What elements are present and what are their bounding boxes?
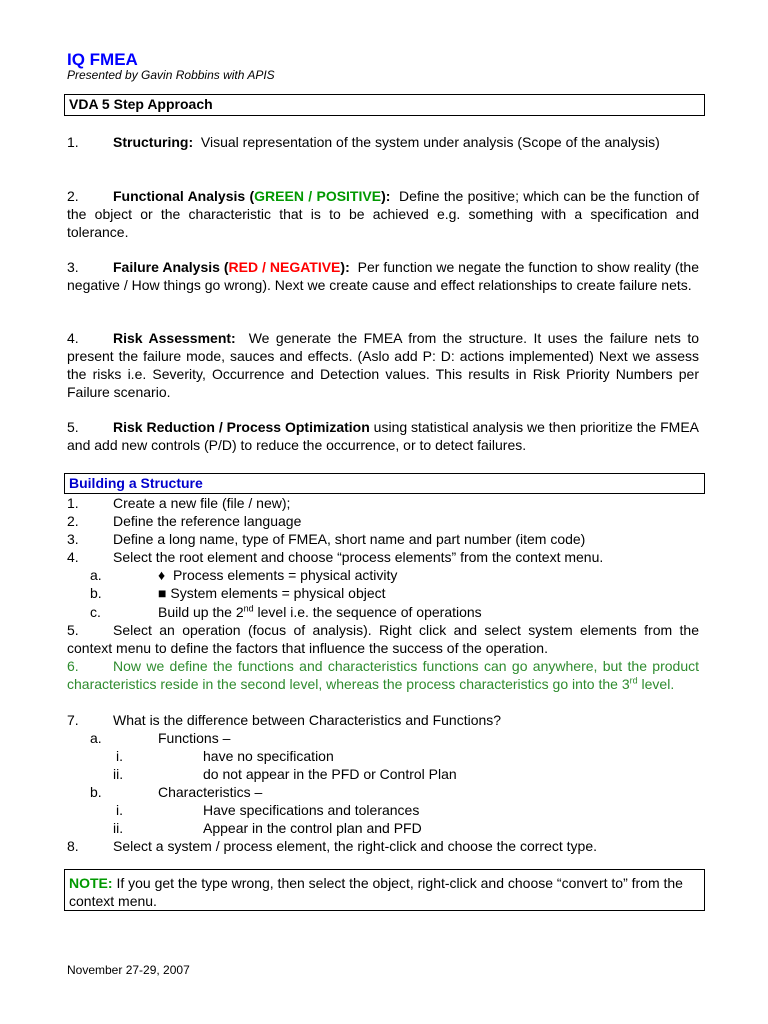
list-item-highlight: 6. Now we define the functions and characteristics functions can go anywhere, but the product characteristics reside in the second level, whereas the process characteristics go into the 3rd level. <box>67 658 699 692</box>
list-item: 5. Select an operation (focus of analysis). Right click and select system elements from the context menu to define the factors that influence the success of the operation. <box>67 622 699 656</box>
step-3: 3. Failure Analysis (RED / NEGATIVE): Per function we negate the function to show reality (the negative / How things go wrong). Next we create cause and effect relationships to create failure nets. <box>67 259 699 293</box>
list-subsubitem: i. have no specification <box>116 748 334 764</box>
list-subitem: b. ■ System elements = physical object <box>90 585 386 601</box>
note-box <box>64 869 705 911</box>
list-subitem: a. Functions – <box>90 730 231 746</box>
step-1: 1. Structuring: Visual representation of the system under analysis (Scope of the analysis) <box>67 134 660 150</box>
step-4: 4. Risk Assessment: We generate the FMEA from the structure. It uses the failure nets to present the failure mode, sauces and effects. (Aslo add P: D: actions implemented) Next we assess the risks i.e. Severity, Occurrence and Detection values. This results in Risk Priority Numbers per Failure scenario. <box>67 330 700 400</box>
list-item: 7. What is the difference between Characteristics and Functions? <box>67 712 502 728</box>
diamond-icon: ♦ <box>158 567 166 583</box>
green-positive-label: GREEN / POSITIVE <box>254 188 382 204</box>
list-item: 1. Create a new file (file / new); <box>67 495 291 511</box>
list-subsubitem: ii. Appear in the control plan and PFD <box>113 820 422 836</box>
list-subitem: b. Characteristics – <box>90 784 263 800</box>
page-title: IQ FMEA <box>67 50 138 69</box>
step-label: Structuring: <box>113 134 194 150</box>
red-negative-label: RED / NEGATIVE <box>228 259 341 275</box>
list-item: 4. Select the root element and choose “process elements” from the context menu. <box>67 549 604 565</box>
list-item: 3. Define a long name, type of FMEA, short name and part number (item code) <box>67 531 586 547</box>
list-subsubitem: ii. do not appear in the PFD or Control Plan <box>113 766 457 782</box>
section-heading-label: Building a Structure <box>69 475 203 491</box>
section-heading-label: VDA 5 Step Approach <box>69 96 213 112</box>
list-item: 2. Define the reference language <box>67 513 302 529</box>
note-text: If you get the type wrong, then select the object, right-click and choose “convert to” from the context menu. <box>69 875 683 909</box>
step-text: Visual representation of the system under analysis (Scope of the analysis) <box>200 134 660 150</box>
list-subitem: a. ♦ Process elements = physical activity <box>90 567 398 583</box>
note-label: NOTE: <box>69 875 113 891</box>
footer-date: November 27-29, 2007 <box>67 963 190 977</box>
page-subtitle: Presented by Gavin Robbins with APIS <box>67 68 275 82</box>
step-5: 5. Risk Reduction / Process Optimization using statistical analysis we then prioritize the FMEA and add new controls (P/D) to reduce the occurrence, or to detect failures. <box>67 419 700 453</box>
square-icon: ■ <box>158 585 167 601</box>
list-subsubitem: i. Have specifications and tolerances <box>116 802 420 818</box>
list-subitem: c. Build up the 2nd level i.e. the sequence of operations <box>90 603 482 620</box>
section-heading-building <box>64 473 705 494</box>
step-2: 2. Functional Analysis (GREEN / POSITIVE): Define the positive; which can be the function of the object or the characteristic that is to be achieved e.g. something with a specification and tolerance. <box>67 188 700 240</box>
section-heading-vda <box>64 94 705 116</box>
list-item: 8. Select a system / process element, the right-click and choose the correct type. <box>67 838 597 854</box>
